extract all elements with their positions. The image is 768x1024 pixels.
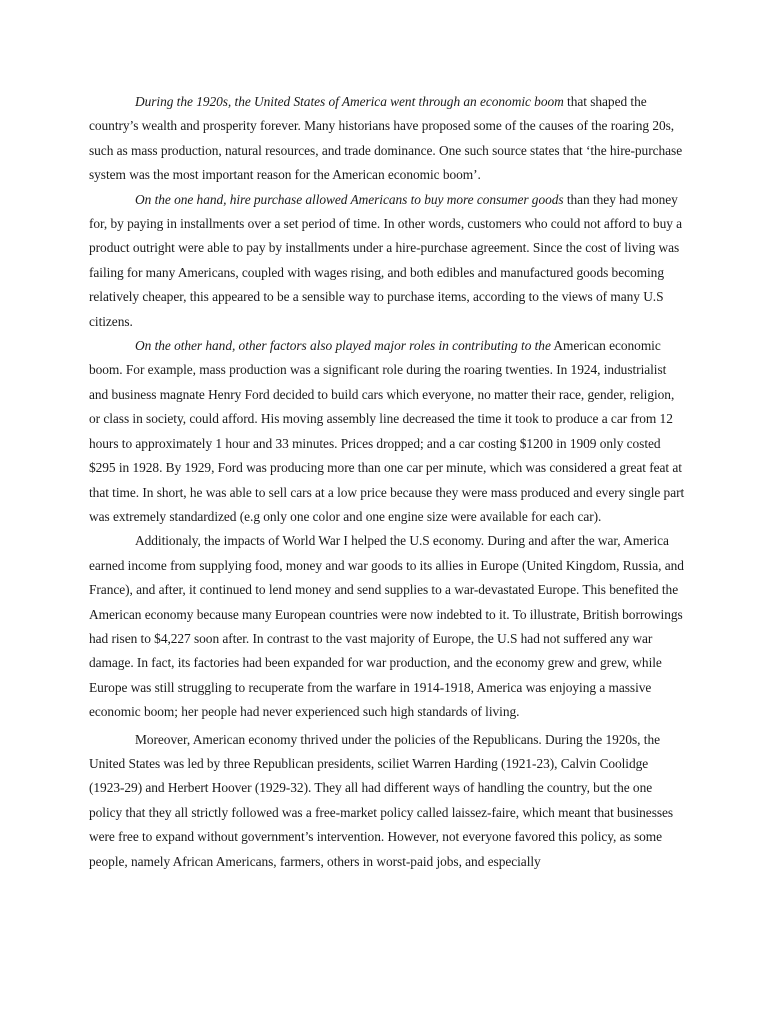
paragraph-4-text: Additionaly, the impacts of World War I helped the U.S economy. During and after the war, America earned income from supplying food, money and war goods to its allies in Europe (United Kingdom, Russia, and France), and after, it continued to lend money and send supplies to a war-devastated Europe. This benefited the American economy because many European countries were now indebted to it. To illustrate, British borrowings had risen to $4,227 soon after. In contrast to the vast majority of Europe, the U.S had not suffered any war damage. In fact, its factories had been expanded for war production, and the economy grew and grew, while Europe was still struggling to recuperate from the warfare in 1914-1918, America was enjoying a massive economic boom; her people had never experienced such high standards of living.: [89, 533, 684, 720]
paragraph-1-lead: During the 1920s, the United States of America went through an economic boom: [135, 94, 564, 109]
paragraph-2-text: than they had money for, by paying in installments over a set period of time. In other words, customers who could not afford to buy a product outright were able to pay by installments under a hire-purchase agreement. Since the cost of living was failing for many Americans, coupled with wages rising, and both edibles and manufactured goods becoming relatively cheaper, this appeared to be a sensible way to purchase items, according to the views of many U.S citizens.: [89, 191, 683, 329]
paragraph-2: [89, 188, 685, 334]
paragraph-3-text: American economic boom. For example, mass production was a significant role during the roaring twenties. In 1924, industrialist and business magnate Henry Ford decided to build cars which everyone, no matter their race, gender, religion, or class in society, could afford. His moving assembly line decreased the time it took to produce a car from 12 hours to approximately 1 hour and 33 minutes. Prices dropped; and a car costing $1200 in 1909 only costed $295 in 1928. By 1929, Ford was producing more than one car per minute, which was considered a great feat at that time. In short, he was able to sell cars at a low price because they were mass produced and every single part was extremely standardized (e.g only one color and one engine size were available for each car).: [89, 338, 685, 524]
paragraph-5-text: Moreover, American economy thrived under the policies of the Republicans. During the 1920s, the United States was led by three Republican presidents, sciliet Warren Harding (1921-23), Calvin Coolidge (1923-29) and Herbert Hoover (1929-32). They all had different ways of handling the country, but the one policy that they all strictly followed was a free-market policy called laissez-faire, which meant that businesses were free to expand without government’s intervention. However, not everyone favored this policy, as some people, namely African Americans, farmers, others in worst-paid jobs, and especially: [89, 731, 674, 869]
paragraph-2-lead: On the one hand, hire purchase allowed Americans to buy more consumer goods: [135, 191, 564, 207]
paragraph-3: [89, 334, 685, 529]
paragraph-5: [89, 728, 685, 874]
paragraph-1: [89, 90, 685, 188]
document-page: [89, 90, 685, 874]
paragraph-3-lead: On the other hand, other factors also played major roles in contributing to the: [135, 338, 551, 354]
paragraph-1-text: that shaped the country’s wealth and prosperity forever. Many historians have proposed some of the causes of the roaring 20s, such as mass production, natural resources, and trade dominance. One such source states that ‘the hire-purchase system was the most important reason for the American economic boom’.: [89, 94, 683, 183]
paragraph-4: [89, 529, 685, 724]
